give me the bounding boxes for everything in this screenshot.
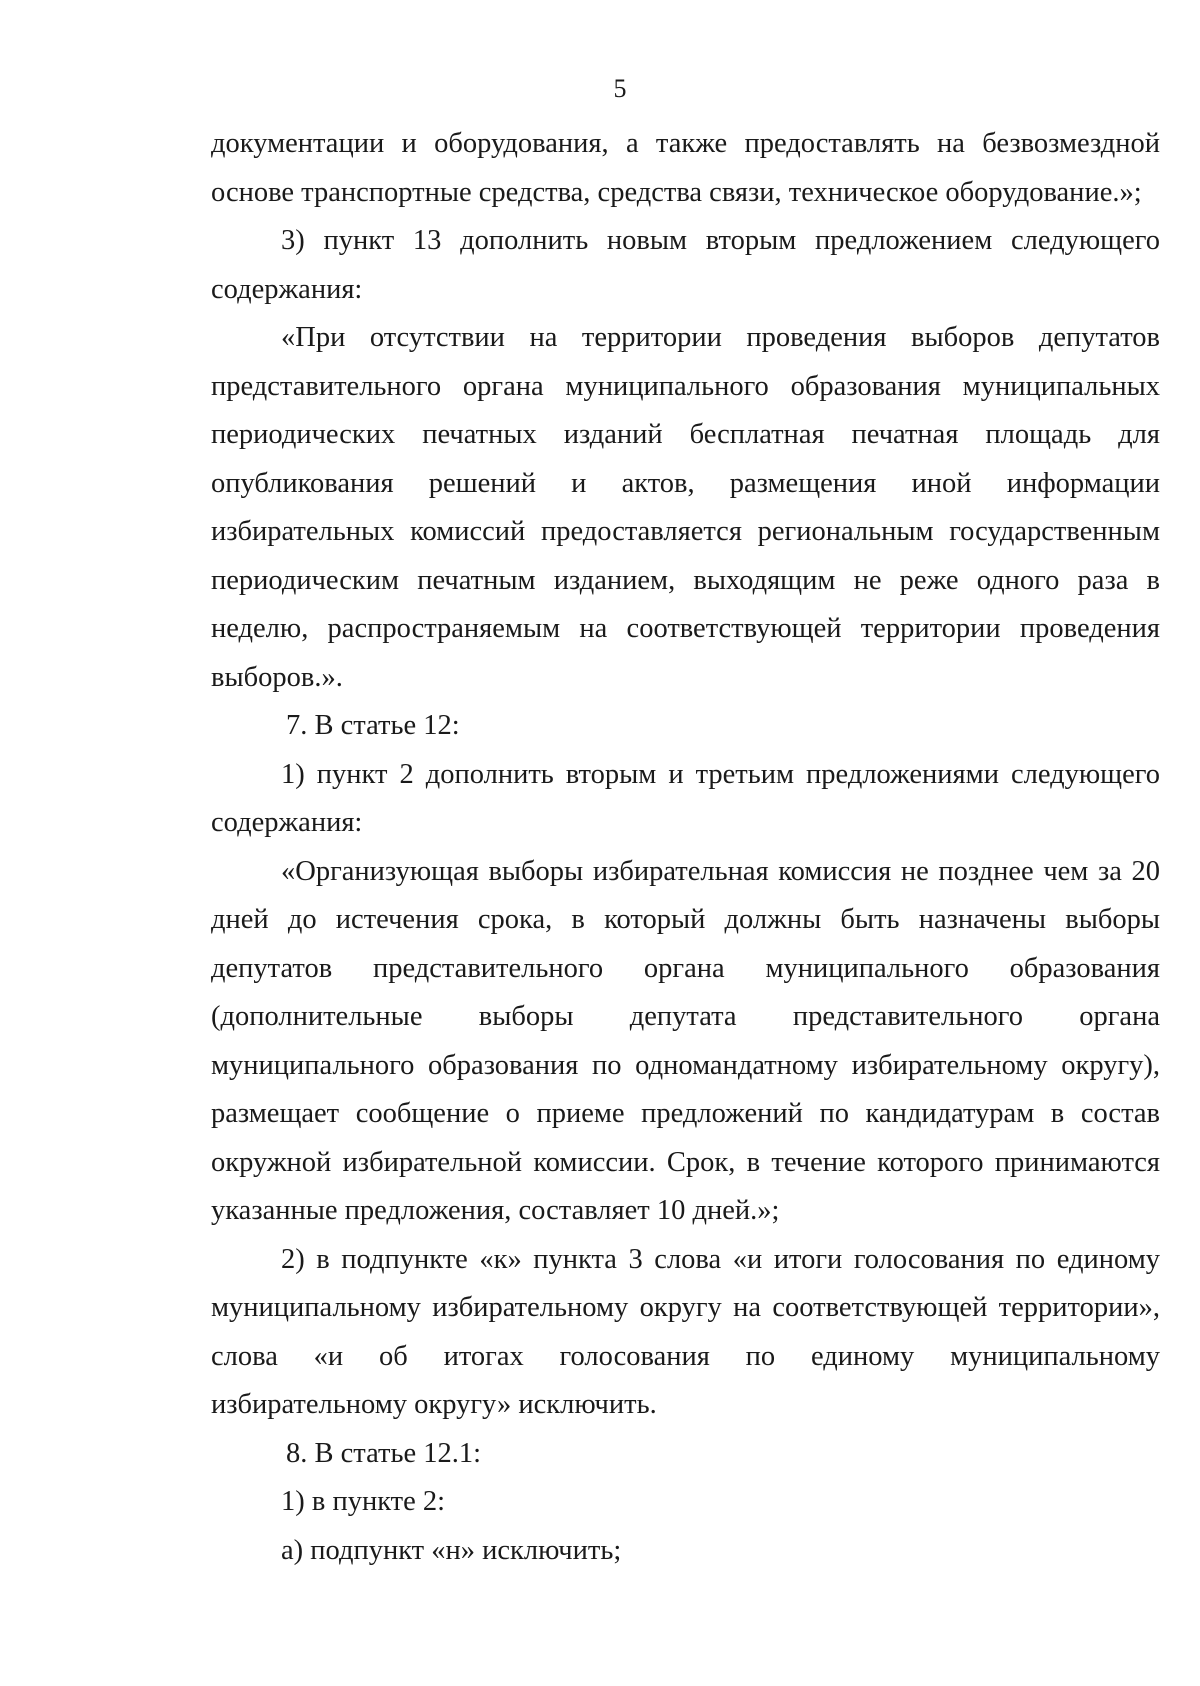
- document-body: [211, 120, 1160, 1575]
- paragraph-subpoint-n: а) подпункт «н» исключить;: [281, 1534, 622, 1566]
- article-12-1-heading: 8. В статье 12.1:: [286, 1437, 482, 1469]
- paragraph-item-1: 1) пункт 2 дополнить вторым и третьим предложениями следующего содержания:: [211, 758, 1160, 838]
- paragraph-item-3: 3) пункт 13 дополнить новым вторым предложением следующего содержания:: [211, 225, 1160, 305]
- paragraph-item-2: 2) в подпункте «к» пункта 3 слова «и итоги голосования по единому муниципальному избирательному округу на соответствующей территории», слова «и об итогах голосования по единому муниципальному избирательному округу» исключить.: [211, 1243, 1160, 1420]
- paragraph-quote-commission: «Организующая выборы избирательная комиссия не позднее чем за 20 дней до истечения срока, в который должны быть назначены выборы депутатов представительного органа муниципального образования (дополнительные выборы депутата представительного органа муниципального образования по одномандатному избирательному округу), размещает сообщение о приеме предложений по кандидатурам в состав окружной избирательной комиссии. Срок, в течение которого принимаются указанные предложения, составляет 10 дней.»;: [211, 855, 1160, 1226]
- paragraph-point-2: 1) в пункте 2:: [281, 1486, 446, 1517]
- paragraph-continuation: документации и оборудования, а также предоставлять на безвозмездной основе транспортные средства, средства связи, техническое оборудование.»;: [211, 128, 1160, 208]
- page-number: 5: [613, 74, 627, 103]
- article-12-heading: 7. В статье 12:: [286, 710, 460, 741]
- paragraph-quote-publication: «При отсутствии на территории проведения выборов депутатов представительного органа муниципального образования муниципальных периодических печатных изданий бесплатная печатная площадь для опубликования решений и актов, размещения иной информации избирательных комиссий предоставляется региональным государственным периодическим печатным изданием, выходящим не реже одного раза в неделю, распространяемым на соответствующей территории проведения выборов.».: [211, 322, 1160, 693]
